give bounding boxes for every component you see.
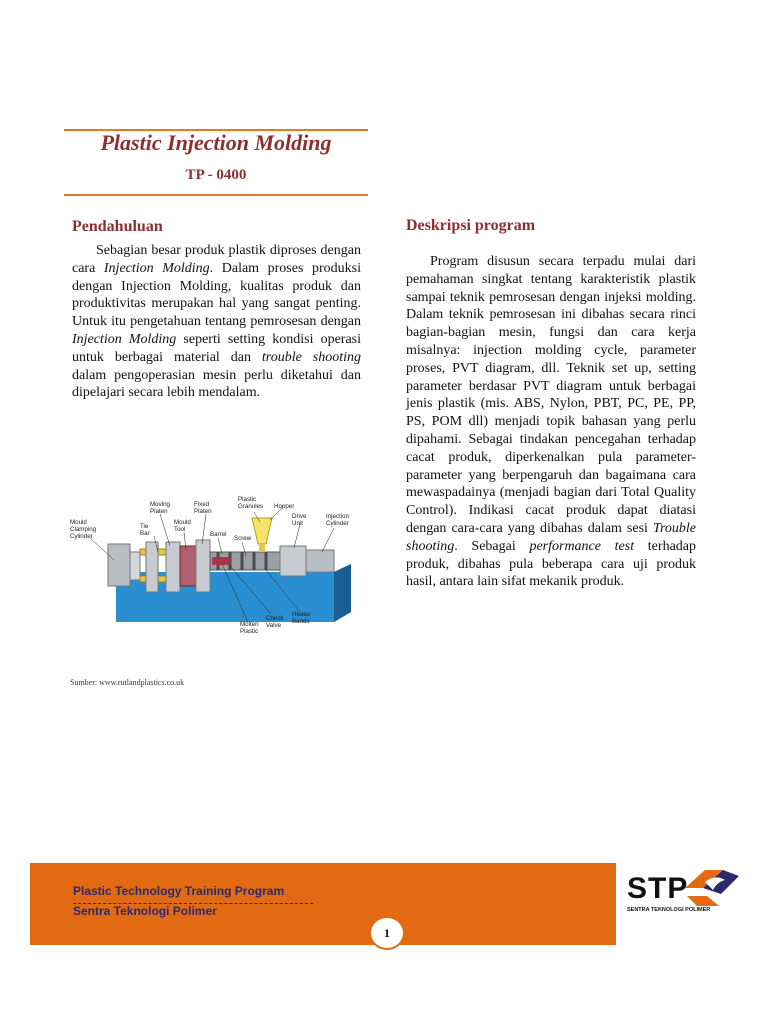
label-hopper: Hopper bbox=[274, 503, 295, 510]
label-plastic-granules: Plastic Granules bbox=[238, 496, 264, 510]
figure-source: Sumber: www.rutlandplastics.co.uk bbox=[70, 678, 185, 687]
document-title: Plastic Injection Molding bbox=[100, 130, 332, 155]
description-text-3: terhadap produk, dibahas pula beberapa cara uji produk hasil, antara lain sifat mekanik produk. bbox=[406, 538, 696, 590]
label-screw: Screw bbox=[234, 535, 252, 542]
intro-emphasis-3: trouble shooting bbox=[261, 349, 361, 365]
intro-emphasis-2: Injection Molding bbox=[72, 331, 177, 347]
stp-logo bbox=[625, 866, 743, 918]
injection-molding-machine-diagram bbox=[66, 494, 356, 654]
label-tie-bar: Tie Bar bbox=[140, 523, 150, 537]
label-drive-unit: Drive Unit bbox=[292, 513, 307, 527]
logo-mark-icon bbox=[683, 866, 741, 910]
intro-text-3: seperti setting kondisi operasi untuk berbagai material dan bbox=[72, 331, 362, 365]
label-heater-bands: Heater Bands bbox=[292, 611, 311, 625]
footer-program-name: Plastic Technology Training Program bbox=[73, 884, 285, 898]
label-mould-clamping-cylinder: Mould Clamping Cylinder bbox=[70, 519, 97, 540]
title-bottom-rule bbox=[64, 194, 368, 196]
label-barrel: Barrel bbox=[210, 531, 227, 538]
label-mould-tool: Mould Tool bbox=[174, 519, 191, 533]
description-text-1: Program disusun secara terpadu mulai dari pemahaman singkat tentang karakteristik plastik sampai teknik pemrosesan dengan injeksi molding. Dalam teknik pemrosesan ini dibahas secara rinci bagian-bagian mesin, fungsi dan cara kerja misalnya: injection molding cycle, parameter proses, PVT diagram, dll. Teknik set up, setting parameter berdasar PVT diagram untuk berbagai jenis plastik (mis. ABS, Nylon, PBT, PC, PE, PP, PS, POM dll) menjadi topik bahasan yang perlu dipahami. Sebagai tindakan pencegahan terhadap cacat produk, diperkenalkan pula parameter-parameter yang berpengaruh dan bagaimana cara mewaspadainya (menjadi bagian dari Total Quality Control). Indikasi cacat produk dapat diatasi dengan cara-cara yang dibahas dalam sesi bbox=[406, 254, 696, 536]
intro-text-1: Sebagian besar produk plastik diproses dengan cara bbox=[72, 243, 361, 276]
description-paragraph bbox=[406, 253, 696, 591]
label-fixed-platen: Fixed Platen bbox=[194, 501, 212, 515]
footer-organization: Sentra Teknologi Polimer bbox=[73, 904, 217, 918]
intro-emphasis-1: Injection Molding bbox=[103, 260, 210, 276]
label-moving-platen: Moving Platen bbox=[150, 501, 170, 515]
label-injection-cylinder: Injection Cylinder bbox=[326, 513, 350, 527]
section-heading-deskripsi: Deskripsi program bbox=[406, 217, 536, 234]
label-molten-plastic: Molten Plastic bbox=[240, 621, 259, 635]
footer-bar bbox=[30, 863, 616, 945]
section-heading-pendahuluan: Pendahuluan bbox=[72, 218, 163, 235]
description-emphasis-2: performance test bbox=[529, 538, 635, 554]
logo-text: STP bbox=[627, 872, 689, 905]
intro-paragraph bbox=[72, 242, 361, 402]
page-number: 1 bbox=[369, 916, 405, 950]
label-check-valve: Check Valve bbox=[266, 615, 284, 629]
intro-text-2: . Dalam proses produksi dengan Injection Molding, kualitas produk dan produktivitas merupakan hal yang sangat penting. Untuk itu pengetahuan tentang pemrosesan dengan bbox=[72, 260, 361, 330]
logo-subtitle: SENTRA TEKNOLOGI POLIMER bbox=[627, 907, 711, 913]
intro-text-4: dalam pengoperasian mesin perlu diketahui dan dipelajari secara lebih mendalam. bbox=[72, 367, 361, 401]
description-emphasis-1: Trouble shooting bbox=[406, 520, 696, 554]
course-code: TP - 0400 bbox=[185, 167, 247, 183]
description-text-2: . Sebagai bbox=[454, 538, 530, 554]
